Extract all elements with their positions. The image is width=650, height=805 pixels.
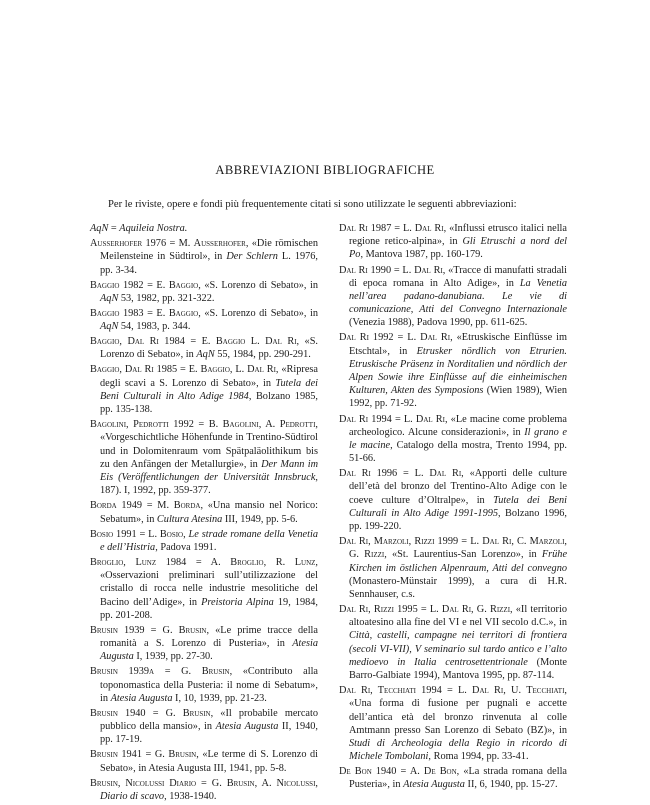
bibliography-entry xyxy=(90,279,318,305)
entry-text: = G. xyxy=(144,624,179,636)
bibliography-entry xyxy=(90,528,318,554)
entry-text: I, 10, 1939, pp. 21-23. xyxy=(172,692,267,704)
entry-italic-text: Le strade romane della Venetia e dell’Histria xyxy=(100,528,318,553)
entry-author-text: Dal Ri xyxy=(420,332,451,344)
entry-author-text: Broglio xyxy=(230,556,264,568)
entry-text: 53, 1982, pp. 321-322. xyxy=(118,292,215,304)
entry-text: , «Tracce di manufatti stradali di epoca romana in Alto Adige», in xyxy=(349,264,567,289)
entry-author-text: Bagolini, Pedrotti 1992 xyxy=(90,419,194,431)
entry-author-text: Dal Ri, Rizzi 1995 xyxy=(339,604,418,616)
entry-author-text: De Bon xyxy=(423,766,457,778)
bibliography-entry xyxy=(90,665,318,705)
entry-author-text: Außerhofer 1976 xyxy=(90,238,167,250)
entry-text: , «S. Lorenzo di Sebato», in xyxy=(198,279,318,291)
entry-author-text: Baggio, Dal Ri 1985 xyxy=(90,364,178,376)
entry-author-text: Bosio xyxy=(159,528,184,540)
entry-italic-text: Città, castelli, campagne nei territori di frontiera (secoli VI-VII), V seminario sul tardo antico e l’alto medioevo in Italia centrosettentrionale xyxy=(349,630,567,668)
entry-text: , «Die römischen Meilensteine in Südtirol», in xyxy=(100,238,318,263)
entry-author-text: Dal Ri xyxy=(414,223,444,234)
entry-text: , A. xyxy=(254,777,277,789)
entry-author-text: Dal Ri 1990 xyxy=(339,264,392,276)
entry-author-text: Baggio xyxy=(200,364,230,376)
bibliography-entry xyxy=(339,264,567,330)
entry-text: = E. xyxy=(143,279,169,291)
entry-italic-text: La Venetia nell’area padano-danubiana. Le vie di comunicazione, Atti del Convegno Internazionale xyxy=(349,277,567,316)
bibliography-entry xyxy=(90,307,318,333)
bibliography-entry xyxy=(339,331,567,410)
entry-text: 55, 1984, pp. 290-291. xyxy=(214,349,311,361)
bibliography-entry xyxy=(90,499,318,525)
entry-author-text: Baggio xyxy=(215,336,246,348)
entry-author-text: Dal Ri 1994 xyxy=(339,413,392,425)
entry-author-text: Brusin xyxy=(178,624,207,636)
bibliography-entry xyxy=(339,765,567,791)
entry-text: = L. xyxy=(458,536,483,548)
left-column xyxy=(90,222,318,805)
entry-italic-text: Atesia Augusta xyxy=(403,779,465,791)
entry-author-text: Baggio xyxy=(168,307,199,319)
entry-text: , Roma 1994, pp. 33-41. xyxy=(428,751,529,763)
entry-author-text: Brusin, Nicolussi Diario xyxy=(90,777,197,789)
entry-text: , «Ripresa degli scavi a S. Lorenzo di Sebato», in xyxy=(100,364,318,389)
entry-text: (Monte Barro-Galbiate 1994), Mantova 1995, pp. 87-114. xyxy=(349,656,567,682)
entry-text: = xyxy=(108,223,120,234)
entry-text: , 1938-1940. xyxy=(164,790,217,802)
entry-italic-text: AqN xyxy=(90,223,109,234)
entry-italic-text: AqN xyxy=(100,292,119,304)
entry-author-text: Dal Ri xyxy=(441,604,472,616)
entry-italic-text: Preistoria Alpina xyxy=(201,596,274,608)
entry-text: , «St. Laurentius-San Lorenzo», in xyxy=(384,549,542,561)
entry-italic-text: Diario di scavo xyxy=(100,790,165,802)
entry-text: , «Apporti delle culture dell’età del bronzo del Trentino-Alto Adige con le coeve culture d’Oltralpe», in xyxy=(349,468,567,506)
entry-text: , «Le prime tracce della romanità a S. Lorenzo di Pusteria», in xyxy=(100,624,318,649)
entry-text: , G. xyxy=(471,604,490,616)
entry-italic-text: Atesia Augusta xyxy=(215,721,279,732)
entry-italic-text: Der Mann im Eis (Veröffentlichungen der Universität Innsbruck xyxy=(100,458,319,483)
entry-author-text: Dal Ri xyxy=(265,336,297,348)
entry-text: , «Le terme di S. Lorenzo di Sebato», in Atesia Augusta III, 1941, pp. 5-8. xyxy=(100,749,318,774)
entry-italic-text: AqN xyxy=(100,321,119,333)
entry-author-text: Marzoli xyxy=(529,536,565,548)
entry-author-text: Broglio, Lunz 1984 xyxy=(90,556,187,568)
entry-italic-text: Tutela dei Beni Culturali in Alto Adige 1984 xyxy=(100,377,319,402)
bibliography-entry xyxy=(90,707,318,747)
entry-text: = G. xyxy=(196,777,227,789)
entry-text: , Bolzano 1996, pp. 199-220. xyxy=(349,507,567,533)
entry-text: = E. xyxy=(184,336,216,348)
bibliography-entry xyxy=(90,237,318,277)
bibliography-entry xyxy=(339,603,567,682)
bibliography-entry xyxy=(90,363,318,416)
entry-italic-text: Etrusker nördlich von Etrurien. Etruskische Präsenz in Norditalien und nördlich der Alpen Sowie ihre Einflüsse auf die einheimischen Kulturen, Akten des Symposions xyxy=(349,345,567,397)
entry-author-text: Brusin xyxy=(226,777,255,789)
entry-author-text: Lunz xyxy=(294,556,316,568)
entry-text: , A. xyxy=(258,419,280,431)
entry-author-text: Baggio xyxy=(168,279,199,291)
entry-author-text: Dal Ri xyxy=(414,264,443,276)
bibliography-entry xyxy=(339,467,567,533)
entry-text: = B. xyxy=(193,419,223,431)
bibliography-entry xyxy=(339,222,567,262)
entry-text: , «La strada romana della Pusteria», in xyxy=(349,766,568,791)
entry-text: , «Vorgeschichtliche Höhenfunde in Trentino-Südtirol und in Dolomitenraum vom Spätpaläolithikum bis zu den Anfängen der Metallurgie», in xyxy=(100,419,318,470)
entry-text: , xyxy=(183,528,189,540)
entry-author-text: Pedrotti xyxy=(279,419,316,431)
entry-italic-text: Atesia Augusta xyxy=(110,692,173,704)
bibliography-entry xyxy=(339,535,567,601)
entry-italic-text: Der Schlern xyxy=(226,251,278,263)
entry-text: = A. xyxy=(186,556,231,568)
entry-author-text: Tecchiati xyxy=(526,685,565,697)
entry-text: = G. xyxy=(154,666,202,678)
entry-text: II, 1940, pp. 17-19. xyxy=(100,721,318,746)
entry-text: , xyxy=(315,777,318,789)
entry-text: = L. xyxy=(391,413,416,425)
entry-author-text: Brusin xyxy=(182,707,211,719)
entry-text: = E. xyxy=(177,364,201,376)
entry-author-text: Dal Ri 1996 xyxy=(339,468,398,480)
entry-text: L. xyxy=(245,336,266,348)
entry-text: = L. xyxy=(391,223,415,234)
entry-author-text: Baggio 1982 xyxy=(90,279,144,291)
entry-text: II, 6, 1940, pp. 15-27. xyxy=(464,779,558,791)
bibliography-entry xyxy=(90,335,318,361)
bibliography-entry xyxy=(90,777,318,803)
entry-text: 19, 1984, pp. 201-208. xyxy=(100,596,319,621)
bibliography-entry xyxy=(90,418,318,497)
entry-text: , «S. Lorenzo di Sebato», in xyxy=(198,307,318,319)
entry-text: , «Contributo alla toponomastica della Pusteria: il nome di Sebatum», in xyxy=(100,666,319,704)
entry-italic-text: Atesia Augusta xyxy=(100,638,318,663)
bibliography-entry xyxy=(339,413,567,466)
entry-author-text: De Bon 1940 xyxy=(339,766,397,778)
entry-text: , «Il probabile mercato pubblico della mansio», in xyxy=(100,707,318,732)
entry-text: , «Etruskische Einflüsse im Etschtal», in xyxy=(349,332,567,357)
entry-text: , «Una mansio nel Norico: Sebatum», in xyxy=(100,500,319,525)
entry-author-text: Borda 1949 xyxy=(90,500,143,512)
entry-author-text: Dal Ri 1987 xyxy=(339,223,392,234)
entry-text: = M. xyxy=(166,238,194,250)
entry-text: , U. xyxy=(503,685,527,697)
entry-author-text: Dal Ri xyxy=(247,364,276,376)
bibliography-entry xyxy=(339,684,567,763)
entry-text: , Catalogo della mostra, Trento 1994, pp. 51-66. xyxy=(349,439,567,465)
entry-author-text: Dal Ri 1992 xyxy=(339,332,394,344)
bibliography-entry xyxy=(90,556,318,622)
entry-author-text: Baggio, Dal Ri 1984 xyxy=(90,336,185,348)
entry-author-text: Dal Ri xyxy=(429,468,462,480)
entry-text: = L. xyxy=(441,685,473,697)
entry-italic-text: AqN xyxy=(196,349,215,361)
entry-text: , R. xyxy=(263,556,295,568)
entry-italic-text: Aquileia Nostra. xyxy=(119,223,188,234)
entry-text: , 187). I, 1992, pp. 359-377. xyxy=(100,472,318,497)
entry-author-text: Dal Ri, Tecchiati 1994 xyxy=(339,685,442,697)
entry-author-text: Bosio 1991 xyxy=(90,528,137,540)
entry-author-text: Brusin 1939a xyxy=(90,666,155,678)
entry-text: = L. xyxy=(397,468,430,480)
entry-author-text: Dal Ri, Marzoli, Rizzi 1999 xyxy=(339,536,459,548)
entry-author-text: Brusin 1941 xyxy=(90,749,142,761)
entry-text: , «Una forma di fusione per pugnali e accette dell’antica età del bronzo rinvenuta al colle Amtmann presso San Lorenzo di Sebato (BZ)», in xyxy=(349,685,567,736)
entry-author-text: Borda xyxy=(173,500,201,512)
bibliography-entry xyxy=(90,748,318,774)
entry-italic-text: Frühe Kirchen im östlichen Alpenraum, Atti del convegno xyxy=(349,549,568,574)
right-column xyxy=(339,222,567,794)
entry-author-text: Brusin 1939 xyxy=(90,624,145,636)
entry-text: , Bolzano 1985, pp. 135-138. xyxy=(100,390,318,416)
bibliography-entry xyxy=(90,222,318,235)
entry-text: = A. xyxy=(396,766,424,778)
entry-author-text: Außerhofer xyxy=(193,238,246,250)
entry-author-text: Bagolini xyxy=(222,419,259,431)
page-title: ABBREVIAZIONI BIBLIOGRAFICHE xyxy=(215,163,435,177)
entry-text: , G. xyxy=(349,536,567,561)
entry-text: L. 1976, pp. 3-34. xyxy=(100,251,318,276)
entry-text: = G. xyxy=(145,707,183,719)
entry-text: (Venezia 1988), Padova 1990, pp. 611-625. xyxy=(349,317,528,329)
entry-text: (Monastero-Münstair 1999), a cura di H.R. Sennhauser, c.s. xyxy=(349,575,567,600)
entry-author-text: Dal Ri xyxy=(482,536,512,548)
entry-text: III, 1949, pp. 5-6. xyxy=(222,513,298,525)
entry-author-text: Dal Ri xyxy=(415,413,445,425)
entry-text: , Mantova 1987, pp. 160-179. xyxy=(360,249,483,261)
entry-italic-text: Tutela dei Beni Culturali in Alto Adige 1991-1995 xyxy=(349,494,567,519)
entry-text: , «Il territorio altoatesino alla fine del VI e nel VII secolo d.C.», in xyxy=(349,604,567,629)
entry-text: = E. xyxy=(143,307,169,319)
entry-text: 54, 1983, p. 344. xyxy=(118,321,191,333)
entry-author-text: Brusin 1940 xyxy=(90,707,146,719)
entry-text: = L. xyxy=(393,332,421,344)
entry-text: , L. xyxy=(229,364,248,376)
entry-author-text: Nicolussi xyxy=(276,777,316,789)
entry-text: (Wien 1989), Wien 1992, pp. 71-92. xyxy=(349,385,567,410)
entry-text: , «S. Lorenzo di Sebato», in xyxy=(100,336,319,361)
entry-text: , «Le macine come problema archeologico. Alcune considerazioni», in xyxy=(349,413,567,438)
entry-italic-text: Cultura Atesina xyxy=(156,513,223,525)
entry-text: I, 1939, pp. 27-30. xyxy=(133,651,213,663)
intro-paragraph: Per le riviste, opere e fondi più frequentemente citati si sono utilizzate le seguenti abbreviazioni: xyxy=(108,199,517,210)
entry-text: , Padova 1991. xyxy=(155,541,217,553)
entry-italic-text: Studi di Archeologia della Regio in ricordo di Michele Tombolani xyxy=(349,737,567,763)
entry-italic-text: Il grano e le macine xyxy=(349,426,567,451)
entry-author-text: Baggio 1983 xyxy=(90,307,144,319)
entry-text: , C. xyxy=(511,536,530,548)
entry-text: = G. xyxy=(141,749,169,761)
entry-author-text: Rizzi xyxy=(364,549,385,561)
entry-text: = L. xyxy=(136,528,160,540)
entry-text: = L. xyxy=(391,264,415,276)
entry-text: , «Influssi etrusco italici nella regione retico-alpina», in xyxy=(349,223,567,248)
entry-text: , «Osservazioni preliminari sull’utilizzazione del cristallo di rocca nelle industrie mesolitiche del Bacino dell’Adige», in xyxy=(100,556,318,608)
entry-author-text: Brusin xyxy=(168,749,197,761)
entry-author-text: Rizzi xyxy=(489,604,511,616)
bibliography-entry xyxy=(90,624,318,664)
entry-text: = M. xyxy=(142,500,174,512)
entry-author-text: Brusin xyxy=(201,666,230,678)
entry-text: = L. xyxy=(417,604,442,616)
entry-author-text: Dal Ri xyxy=(472,685,504,697)
entry-italic-text: Gli Etruschi a nord del Po xyxy=(349,236,568,261)
